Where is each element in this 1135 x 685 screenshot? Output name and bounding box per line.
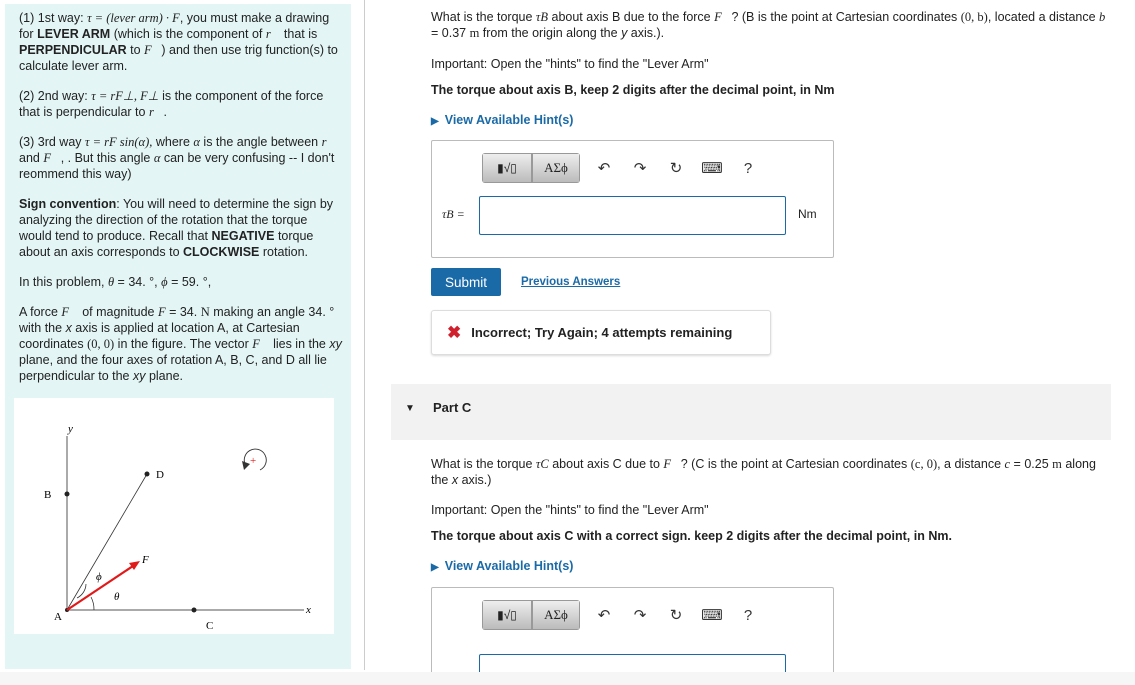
part-c-answer-box: [431, 587, 834, 685]
templates-button[interactable]: ▮√▯: [482, 600, 532, 630]
part-b-hint-link[interactable]: ▶ View Available Hint(s): [431, 113, 574, 127]
x-axis-label: x: [306, 604, 311, 616]
problem-statement-text: A force F⃗ of magnitude F = 34. N making an angle 34. ° with the x axis is applied at location A, at Cartesian coordinates (0, 0) in the figure. The vector F⃗ lies in the xy plane, and the four axes of rotation A, B, C, and D all lie perpendicular to the xy plane.: [19, 305, 342, 383]
incorrect-x-icon: ✖: [447, 322, 462, 342]
label-b: B: [44, 489, 52, 501]
reset-icon[interactable]: ↻: [669, 160, 683, 177]
main-content: [391, 0, 1111, 685]
redo-icon[interactable]: ↷: [633, 160, 647, 177]
template-group-c: [482, 600, 580, 630]
feedback-box: [431, 310, 771, 355]
part-b-question: What is the torque τB about axis B due to the force F⃗? (B is the point at Cartesian coordinates (0, b), located a distance b = 0.37 m from the origin along the y axis.).: [431, 10, 1106, 40]
keyboard-icon[interactable]: ⌨: [701, 160, 723, 177]
bottom-strip: [0, 672, 1135, 685]
problem-angles-text: In this problem, θ = 34. °, ϕ = 59. °,: [19, 275, 212, 289]
label-d: D: [156, 469, 164, 481]
tau-b-label: τB =: [442, 207, 465, 221]
point-d: [145, 472, 150, 477]
theta-arc: [91, 597, 94, 610]
greek-symbols-button[interactable]: ΑΣϕ: [532, 600, 580, 630]
way-2-text: (2) 2nd way: τ = rF⊥, F⊥ is the component of the force that is perpendicular to r⃗.: [19, 89, 324, 119]
y-axis-label: y: [68, 423, 73, 435]
math-toolbar-c: [482, 600, 760, 630]
way-3-text: (3) 3rd way τ = rF sin(α), where α is the angle between r⃗ and F⃗, . But this angle α can be very confusing -- I don't reommend this way): [19, 135, 337, 181]
part-c-hint-link[interactable]: ▶ View Available Hint(s): [431, 559, 574, 573]
feedback-text: Incorrect; Try Again; 4 attempts remaining: [471, 325, 733, 340]
part-b-answer-box: [431, 140, 834, 258]
part-c-instruction: The torque about axis C with a correct sign. keep 2 digits after the decimal point, in Nm.: [431, 529, 952, 543]
vertical-divider: [364, 0, 365, 670]
submit-button[interactable]: Submit: [431, 268, 501, 296]
reset-icon[interactable]: ↻: [669, 607, 683, 624]
point-b: [65, 492, 70, 497]
expand-triangle-icon: ▶: [431, 116, 439, 127]
plus-sign: +: [250, 455, 257, 467]
expand-triangle-icon: ▶: [431, 562, 439, 573]
undo-icon[interactable]: ↶: [597, 160, 611, 177]
redo-icon[interactable]: ↷: [633, 607, 647, 624]
template-group: [482, 153, 580, 183]
label-c: C: [206, 620, 214, 632]
part-c-important: Important: Open the "hints" to find the "Lever Arm": [431, 503, 709, 517]
math-toolbar: [482, 153, 760, 183]
undo-icon[interactable]: ↶: [597, 607, 611, 624]
tau-b-answer-input[interactable]: [479, 196, 786, 235]
part-c-header[interactable]: [391, 384, 1111, 440]
sign-convention-text: Sign convention: You will need to determine the sign by analyzing the direction of the rotation that the torque would tend to produce. Recall that NEGATIVE torque about an axis corresponds to CLOCKWISE rotation.: [19, 197, 334, 259]
label-a: A: [54, 611, 62, 623]
part-c-question: What is the torque τC about axis C due to F⃗? (C is the point at Cartesian coordinates (c, 0), a distance c = 0.25 m along the x axis.): [431, 457, 1096, 487]
help-icon[interactable]: ?: [743, 606, 753, 624]
theta-label: θ: [114, 591, 120, 603]
point-c: [192, 608, 197, 613]
greek-symbols-button[interactable]: ΑΣϕ: [532, 153, 580, 183]
unit-label: Nm: [798, 207, 817, 221]
help-icon[interactable]: ?: [743, 159, 753, 177]
templates-button[interactable]: ▮√▯: [482, 153, 532, 183]
force-label: F⃗: [142, 554, 158, 566]
line-to-d: [67, 474, 147, 610]
problem-figure: [14, 398, 334, 634]
part-c-title: Part C: [433, 400, 472, 415]
previous-answers-link[interactable]: Previous Answers: [521, 276, 621, 288]
figure-svg: [14, 398, 334, 634]
part-b-important: Important: Open the "hints" to find the "Lever Arm": [431, 57, 709, 71]
keyboard-icon[interactable]: ⌨: [701, 607, 723, 624]
collapse-triangle-icon: ▼: [405, 403, 415, 414]
way-1-text: (1) 1st way: τ = (lever arm) · F, you must make a drawing for LEVER ARM (which is the component of r⃗ that is PERPENDICULAR to F⃗) and then use trig function(s) to calculate lever arm.: [19, 11, 338, 73]
phi-label: ϕ: [96, 571, 102, 583]
part-b-instruction: The torque about axis B, keep 2 digits after the decimal point, in Nm: [431, 83, 835, 97]
rotation-arrowhead: [242, 461, 250, 470]
